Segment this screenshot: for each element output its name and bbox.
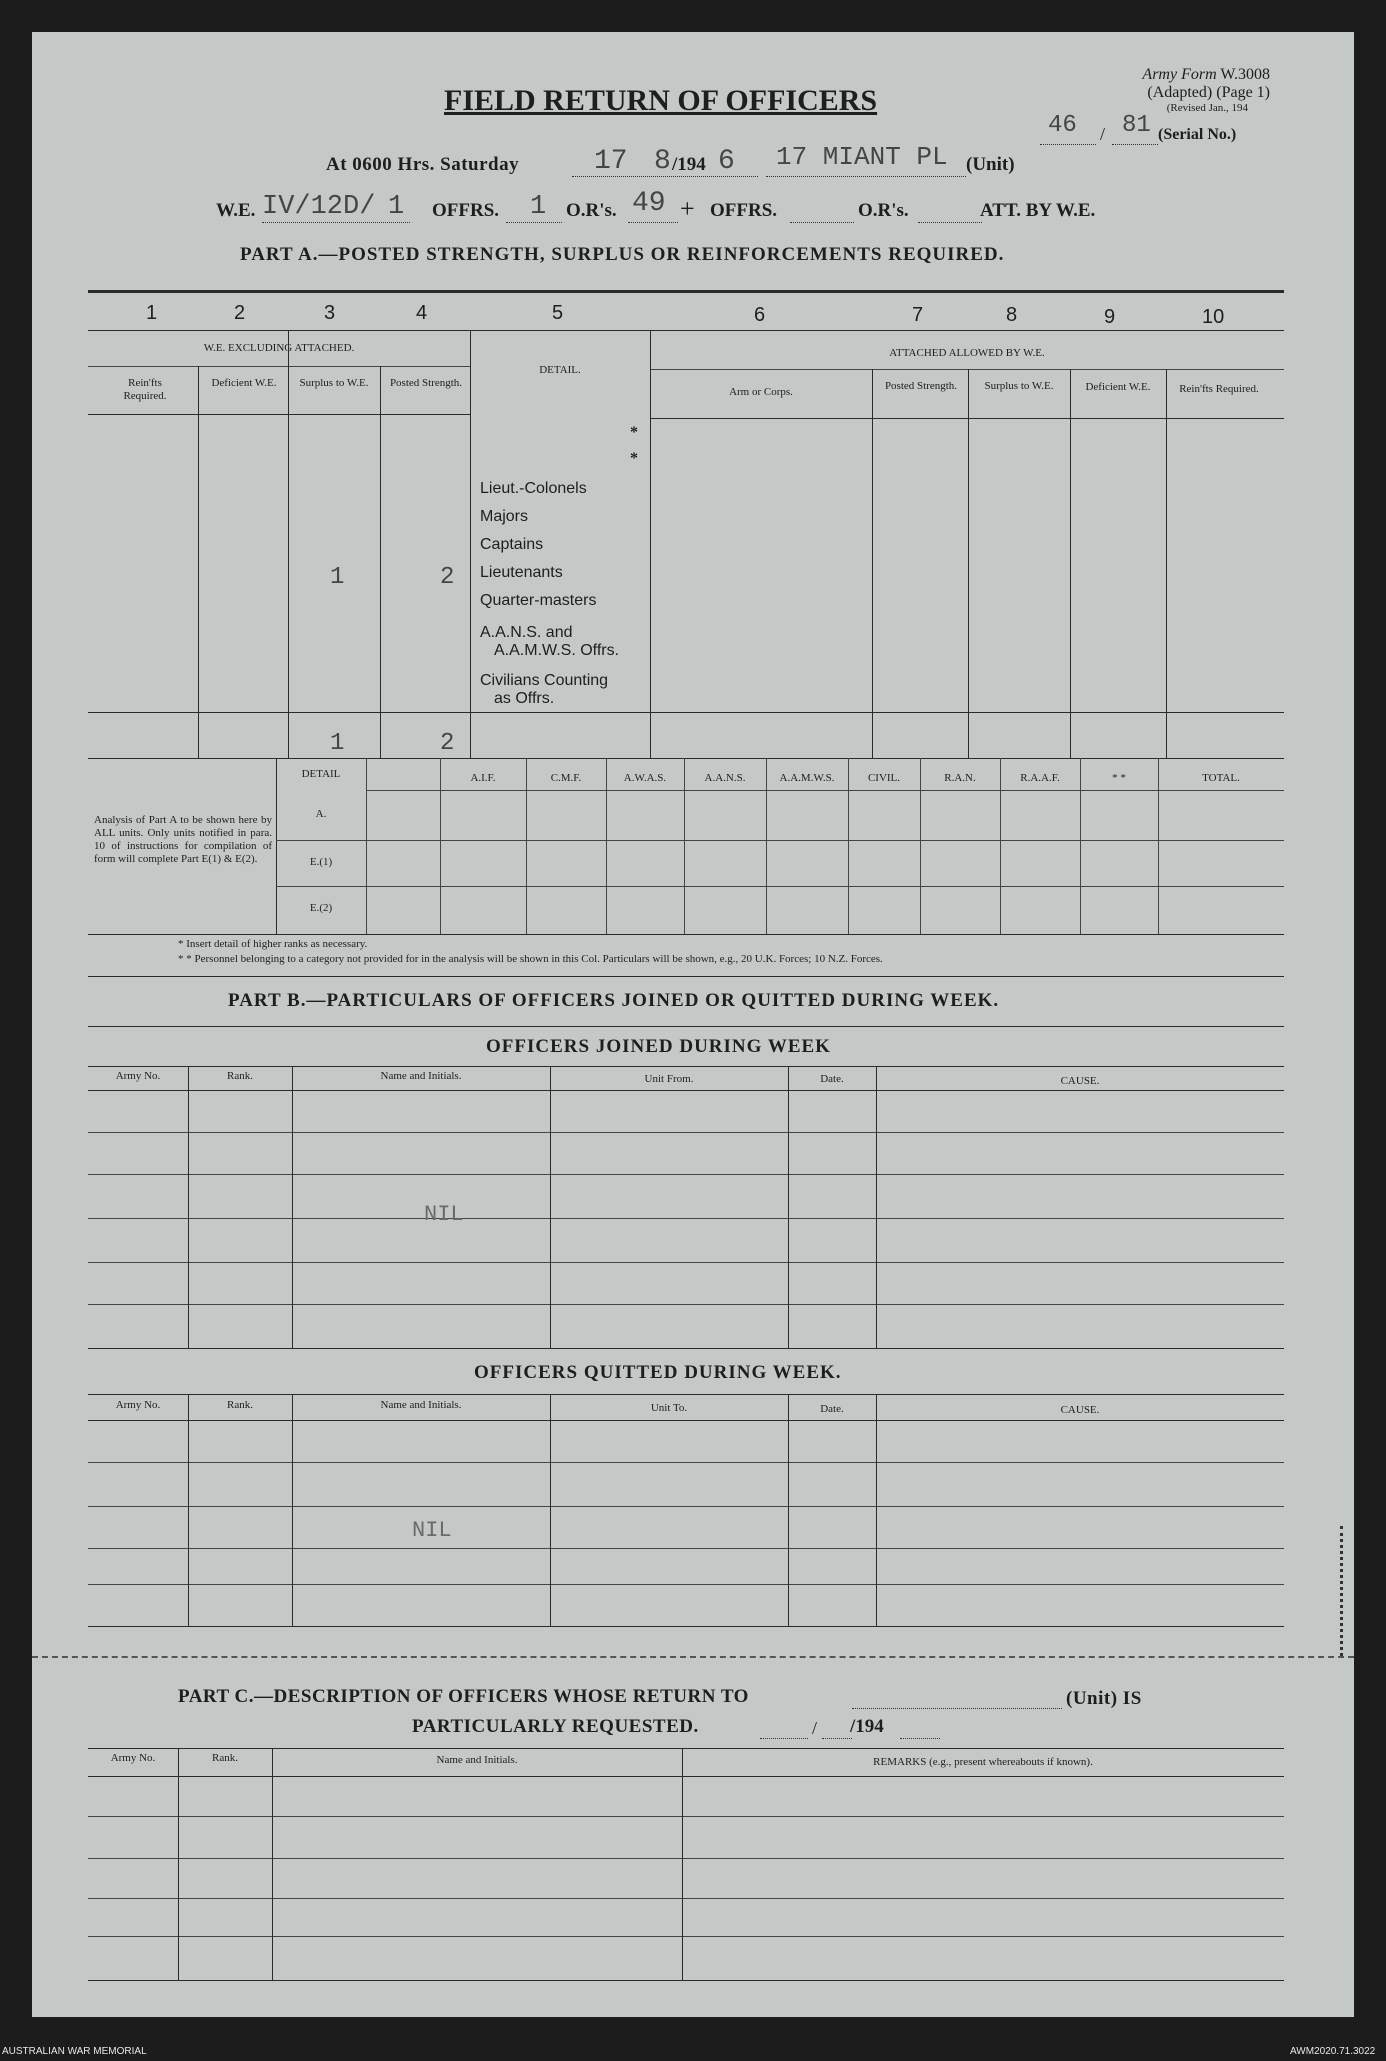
offrs-line-2 <box>790 222 854 223</box>
col-2-3-divider <box>288 330 289 758</box>
col-num-7: 7 <box>912 304 924 326</box>
part-c-div-3 <box>682 1748 683 1980</box>
header-att-posted-strength: Posted Strength. <box>884 380 958 392</box>
analysis-div-9 <box>1000 758 1001 934</box>
part-a-rule-3b <box>650 369 1284 370</box>
col-num-8: 8 <box>1006 304 1018 326</box>
quitted-div-4 <box>788 1394 789 1626</box>
rank-lieut-colonels: Lieut.-Colonels <box>480 480 587 497</box>
analysis-div-4 <box>606 758 607 934</box>
analysis-row-rule-1 <box>276 840 1284 841</box>
analysis-div-2 <box>440 758 441 934</box>
analysis-div-11 <box>1158 758 1159 934</box>
col-num-10: 10 <box>1202 306 1225 328</box>
header-att-reinfts-required: Rein'fts Required. <box>1179 383 1259 395</box>
analysis-row-e1: E.(1) <box>309 856 333 868</box>
joined-row-1 <box>88 1132 1284 1133</box>
ors-label-2: O.R's. <box>858 200 909 221</box>
rank-civilians: Civilians Counting <box>480 672 609 689</box>
analysis-h-awas: A.W.A.S. <box>623 772 667 784</box>
col-3-4-divider <box>380 366 381 758</box>
quitted-h-army-no: Army No. <box>115 1399 161 1411</box>
part-c-row-2 <box>88 1858 1284 1859</box>
joined-row-5 <box>88 1304 1284 1305</box>
joined-h-army-no: Army No. <box>115 1070 161 1082</box>
form-adapted: (Adapted) (Page 1) <box>1147 84 1270 101</box>
quitted-row-3 <box>88 1548 1284 1549</box>
col-num-6: 6 <box>754 304 766 326</box>
quitted-div-1 <box>188 1394 189 1626</box>
we-group-header: W.E. EXCLUDING ATTACHED. <box>203 342 355 354</box>
quitted-h-unit-to: Unit To. <box>650 1402 688 1414</box>
we-value: IV/12D/ <box>262 192 376 222</box>
joined-row-4 <box>88 1262 1284 1263</box>
date-year-digit: 6 <box>718 146 735 177</box>
analysis-h-ran: R.A.N. <box>944 772 976 784</box>
quitted-nil: NIL <box>412 1518 452 1543</box>
part-c-bottom-rule <box>88 1980 1284 1981</box>
col-8-9-divider <box>1070 369 1071 758</box>
page-title: FIELD RETURN OF OFFICERS <box>444 84 878 117</box>
asterisk-2: * <box>630 450 638 467</box>
analysis-h-detail: DETAIL <box>301 768 341 780</box>
analysis-h-aamws: A.A.M.W.S. <box>779 772 835 784</box>
analysis-header-rule <box>366 790 1284 791</box>
part-c-div-1 <box>178 1748 179 1980</box>
part-c-div-2 <box>272 1748 273 1980</box>
quitted-h-cause: CAUSE. <box>1060 1404 1100 1416</box>
ors-label-1: O.R's. <box>566 200 617 221</box>
col-7-8-divider <box>968 369 969 758</box>
joined-div-3 <box>550 1066 551 1348</box>
rank-aans: A.A.N.S. and <box>480 624 573 641</box>
joined-row-2 <box>88 1174 1284 1175</box>
header-deficient-we: Deficient W.E. <box>211 377 277 389</box>
header-att-deficient-we: Deficient W.E. <box>1085 381 1151 393</box>
col-1-2-divider <box>198 366 199 758</box>
detail-header: DETAIL. <box>539 364 581 376</box>
serial-a: 46 <box>1048 112 1077 139</box>
part-c-row-1 <box>88 1816 1284 1817</box>
total-surplus: 1 <box>330 730 345 757</box>
at-label: At 0600 Hrs. Saturday <box>326 154 520 175</box>
rank-captains: Captains <box>480 536 544 553</box>
analysis-h-civil: CIVIL. <box>867 772 901 784</box>
joined-h-name: Name and Initials. <box>380 1070 462 1082</box>
part-a-rule-6 <box>88 758 1284 759</box>
joined-h-unit-from: Unit From. <box>644 1073 694 1085</box>
part-a-rule-2 <box>88 330 1284 331</box>
part-c-h-rank: Rank. <box>212 1752 238 1764</box>
rank-majors: Majors <box>480 508 529 525</box>
footnote-2: * * Personnel belonging to a category not provided for in the analysis will be shown in this Col. Particulars will be shown, e.g., 20 U.K. Forces; 10 N.Z. Forces. <box>178 953 883 965</box>
perforation-edge <box>1340 1526 1343 1656</box>
part-c-line2: PARTICULARLY REQUESTED. <box>412 1716 699 1737</box>
header-att-surplus-we: Surplus to W.E. <box>984 380 1054 392</box>
serial-sep: / <box>1100 124 1106 144</box>
col-6-7-divider <box>872 369 873 758</box>
date-year-prefix: /194 <box>672 154 706 175</box>
total-posted: 2 <box>440 730 455 757</box>
joined-top-rule <box>88 1066 1284 1067</box>
joined-div-2 <box>292 1066 293 1348</box>
col-num-9: 9 <box>1104 306 1116 328</box>
ors-line-1 <box>628 222 678 223</box>
quitted-header-rule <box>88 1420 1284 1421</box>
analysis-h-total: TOTAL. <box>1202 772 1240 784</box>
joined-row-3 <box>88 1218 1284 1219</box>
plus-sign: + <box>680 194 695 223</box>
part-c-unit-is: (Unit) IS <box>1066 1688 1142 1709</box>
part-a-rule-5 <box>88 712 1284 713</box>
analysis-h-cmf: C.M.F. <box>550 772 582 784</box>
quitted-h-name: Name and Initials. <box>380 1399 462 1411</box>
col-9-10-divider <box>1166 369 1167 758</box>
rank-aamws: A.A.M.W.S. Offrs. <box>494 642 620 659</box>
part-c-h-army-no: Army No. <box>110 1752 156 1764</box>
analysis-div-3 <box>526 758 527 934</box>
part-c-row-4 <box>88 1936 1284 1937</box>
quitted-row-2 <box>88 1506 1284 1507</box>
joined-div-5 <box>876 1066 877 1348</box>
part-c-date-sep: / <box>812 1718 818 1738</box>
analysis-h-aif: A.I.F. <box>470 772 496 784</box>
ors-line-2 <box>918 222 982 223</box>
joined-div-4 <box>788 1066 789 1348</box>
att-label: ATT. BY W.E. <box>980 200 1096 221</box>
quitted-div-2 <box>292 1394 293 1626</box>
analysis-note: Analysis of Part A to be shown here by ALL units. Only units notified in para. 10 of instructions for compilation of form will complete Part E(1) & E(2). <box>94 814 272 865</box>
analysis-row-e2: E.(2) <box>309 902 333 914</box>
form-number-block <box>1040 66 1270 114</box>
attached-group-header: ATTACHED ALLOWED BY W.E. <box>889 347 1045 359</box>
analysis-div-6 <box>766 758 767 934</box>
part-b-title: PART B.—PARTICULARS OF OFFICERS JOINED OR QUITTED DURING WEEK. <box>228 990 1000 1011</box>
joined-bottom-rule <box>88 1348 1284 1349</box>
serial-b: 81 <box>1122 112 1151 139</box>
quitted-top-rule <box>88 1394 1284 1395</box>
part-c-unit-line <box>852 1708 1062 1709</box>
part-c-date-year: /194 <box>850 1716 884 1737</box>
part-c-header-rule <box>88 1776 1284 1777</box>
form-number: W.3008 <box>1220 66 1270 83</box>
we-line <box>262 222 410 223</box>
col-num-2: 2 <box>234 302 246 324</box>
header-arm-or-corps: Arm or Corps. <box>729 386 793 398</box>
unit-label: (Unit) <box>966 154 1015 175</box>
analysis-h-other: * * <box>1112 772 1126 784</box>
rank-lieutenants: Lieutenants <box>480 564 563 581</box>
analysis-row-rule-2 <box>276 886 1284 887</box>
quitted-h-date: Date. <box>820 1403 844 1415</box>
part-b-title-rule <box>88 1026 1284 1027</box>
part-c-top-rule <box>88 1748 1284 1749</box>
header-reinfts-required: Rein'fts Required. <box>123 377 167 402</box>
analysis-div-7 <box>848 758 849 934</box>
analysis-bottom-rule <box>88 934 1284 935</box>
part-a-top-rule <box>88 290 1284 293</box>
offrs-line-1 <box>506 222 562 223</box>
part-c-date-line-3 <box>900 1738 940 1739</box>
lieutenants-posted: 2 <box>440 564 455 591</box>
col-num-5: 5 <box>552 302 564 324</box>
analysis-h-raaf: R.A.A.F. <box>1020 772 1060 784</box>
serial-b-line <box>1112 144 1158 145</box>
part-c-h-name: Name and Initials. <box>436 1754 518 1766</box>
part-c-line1: PART C.—DESCRIPTION OF OFFICERS WHOSE RETURN TO <box>178 1686 749 1707</box>
analysis-h-aans: A.A.N.S. <box>704 772 746 784</box>
footnote-1: * Insert detail of higher ranks as necessary. <box>178 938 368 950</box>
form-label: Army Form <box>1142 66 1217 83</box>
unit-value: 17 MIANT PL <box>776 142 948 172</box>
quitted-h-rank: Rank. <box>227 1399 253 1411</box>
col-4-5-divider <box>470 330 471 758</box>
joined-h-date: Date. <box>820 1073 844 1085</box>
asterisk-1: * <box>630 424 638 441</box>
form-revised: (Revised Jan., 194 <box>1166 102 1248 114</box>
quitted-bottom-rule <box>88 1626 1284 1627</box>
header-posted-strength: Posted Strength. <box>389 377 463 389</box>
ors-value-1: 49 <box>632 188 666 219</box>
footer-right: AWM2020.71.3022 <box>1290 2046 1376 2057</box>
joined-h-rank: Rank. <box>227 1070 253 1082</box>
quitted-title: OFFICERS QUITTED DURING WEEK. <box>474 1362 842 1383</box>
part-a-rule-4 <box>88 414 470 415</box>
analysis-div-10 <box>1080 758 1081 934</box>
part-c-date-line-2 <box>822 1738 852 1739</box>
analysis-div-8 <box>920 758 921 934</box>
date-month: 8 <box>654 146 671 177</box>
rank-quarter-masters: Quarter-masters <box>480 592 597 609</box>
joined-title: OFFICERS JOINED DURING WEEK <box>486 1036 831 1057</box>
part-a-rule-4b <box>650 418 1284 419</box>
quitted-row-1 <box>88 1462 1284 1463</box>
serial-label: (Serial No.) <box>1158 126 1237 143</box>
unit-line <box>766 176 966 177</box>
col-num-1: 1 <box>146 302 158 324</box>
joined-header-rule <box>88 1090 1284 1091</box>
col-num-4: 4 <box>416 302 428 324</box>
joined-h-cause: CAUSE. <box>1060 1075 1100 1087</box>
analysis-div-1 <box>366 758 367 934</box>
col-num-3: 3 <box>324 302 336 324</box>
part-a-end-rule <box>88 976 1284 977</box>
joined-nil: NIL <box>424 1202 464 1227</box>
analysis-div-5 <box>684 758 685 934</box>
rank-as-offrs: as Offrs. <box>494 690 555 707</box>
part-a-title: PART A.—POSTED STRENGTH, SURPLUS OR REINFORCEMENTS REQUIRED. <box>240 244 1005 265</box>
part-a-rule-3 <box>88 366 470 367</box>
we-label: W.E. <box>216 200 256 221</box>
header-surplus-we: Surplus to W.E. <box>299 377 369 389</box>
part-c-date-line-1 <box>760 1738 808 1739</box>
date-day: 17 <box>594 146 628 177</box>
offrs-value-1: 1 <box>530 192 547 222</box>
quitted-div-5 <box>876 1394 877 1626</box>
offrs-label-2: OFFRS. <box>710 200 778 221</box>
joined-div-1 <box>188 1066 189 1348</box>
offrs-label-1: OFFRS. <box>432 200 500 221</box>
quitted-div-3 <box>550 1394 551 1626</box>
we-part2: 1 <box>388 192 405 222</box>
analysis-row-a: A. <box>315 808 327 820</box>
quitted-row-4 <box>88 1584 1284 1585</box>
perforation-line <box>32 1656 1354 1658</box>
part-c-h-remarks: REMARKS (e.g., present whereabouts if known). <box>873 1756 1093 1768</box>
footer-left: AUSTRALIAN WAR MEMORIAL <box>2 2046 147 2057</box>
serial-a-line <box>1040 144 1096 145</box>
lieutenants-surplus: 1 <box>330 564 345 591</box>
part-c-row-3 <box>88 1898 1284 1899</box>
